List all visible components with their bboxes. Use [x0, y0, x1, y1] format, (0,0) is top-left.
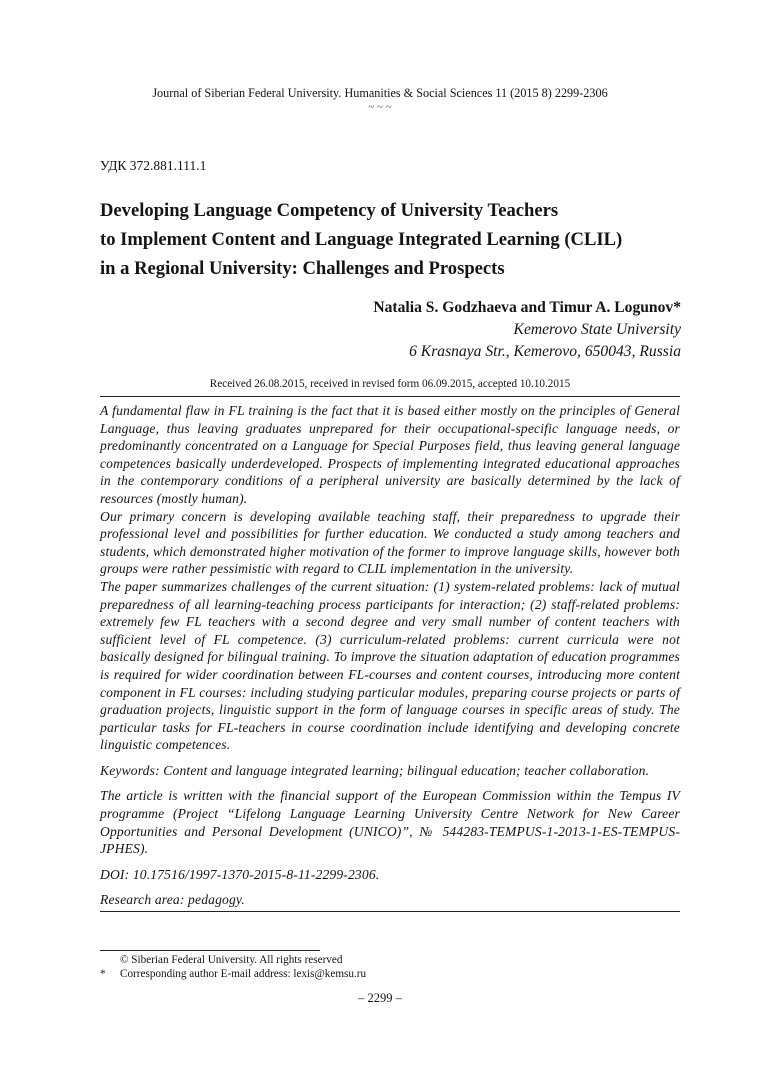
- author-names: Natalia S. Godzhaeva and Timur A. Logunov*: [373, 299, 681, 316]
- doi: DOI: 10.17516/1997-1370-2015-8-11-2299-2306.: [100, 866, 380, 882]
- article-title: [100, 196, 660, 283]
- header-ornament: ~ ~ ~: [368, 101, 392, 113]
- received-dates: Received 26.08.2015, received in revised form 06.09.2015, accepted 10.10.2015: [209, 378, 571, 390]
- abstract-top-rule: [100, 396, 680, 397]
- author-block: [373, 297, 681, 363]
- corresponding-text: Corresponding author E-mail address: lexis@kemsu.ru: [120, 968, 367, 980]
- abstract-paragraph-1: A fundamental flaw in FL training is the fact that it is based either mostly on the principles of General Language, thus leaving graduates unprepared for their occupational-specific language needs, or predominantly concentrated on a Language for Special Purposes field, thus leaving general language competences basically underdeveloped. Prospects of implementing integrated educational approaches in the contemporary conditions of a peripheral university are basically determined by the lack of resources (mostly human).: [100, 403, 680, 506]
- page-number: – 2299 –: [358, 991, 402, 1005]
- footnote-rule: [100, 950, 320, 951]
- abstract-paragraph-3: The paper summarizes challenges of the current situation: (1) system-related problems: lack of mutual preparedness of all learning-teaching process participants for interaction; (2) staff-related problems: extremely few FL teachers with a second degree and very small number of content teachers with sufficient level of FL competence. (3) curriculum-related problems: current curricula were not basically designed for bilingual training. To improve the situation adaptation of education programmes is required for wider coordination between FL-courses and content courses, introducing more content component in FL courses: including studying particular modules, preparing course projects or parts of graduation projects, linguistic support in the form of language courses in specific areas of study. The particular tasks for FL-teachers in course coordination include identifying and developing concrete linguistic competences.: [100, 578, 680, 753]
- abstract-bottom-rule: [100, 911, 680, 912]
- author-address: 6 Krasnaya Str., Kemerovo, 650043, Russia: [409, 343, 681, 360]
- footnote-copyright: [100, 953, 342, 967]
- title-line-2: to Implement Content and Language Integrated Learning (CLIL): [100, 229, 623, 250]
- footnote-star: *: [100, 968, 106, 980]
- funding-note: The article is written with the financial support of the European Commission within the Tempus IV programme (Project “Lifelong Language Learning University Centre Network for New Career Opportunities and Personal Development (UNICO)”, № 544283-TEMPUS-1-2013-1-ES-TEMPUS-JPHES).: [100, 788, 680, 857]
- title-line-1: Developing Language Competency of University Teachers: [100, 200, 559, 221]
- udk-code: УДК 372.881.111.1: [100, 158, 207, 173]
- abstract: [100, 402, 680, 909]
- title-line-3: in a Regional University: Challenges and Prospects: [100, 258, 505, 279]
- abstract-paragraph-2: Our primary concern is developing available teaching staff, their preparedness to upgrade their professional level and possibilities for further education. We conducted a study among teachers and students, which demonstrated higher motivation of the former to improve language skills, however both groups were rather pessimistic with regard to CLIL implementation in the university.: [100, 508, 680, 577]
- journal-header: Journal of Siberian Federal University. Humanities & Social Sciences 11 (2015 8) 2299-2306: [152, 86, 608, 100]
- footnote-corresponding: [100, 967, 366, 981]
- keywords: Keywords: Content and language integrated learning; bilingual education; teacher collaboration.: [100, 762, 650, 778]
- research-area: Research area: pedagogy.: [100, 892, 245, 908]
- author-institution: Kemerovo State University: [513, 321, 681, 338]
- copyright-text: © Siberian Federal University. All rights reserved: [120, 954, 343, 966]
